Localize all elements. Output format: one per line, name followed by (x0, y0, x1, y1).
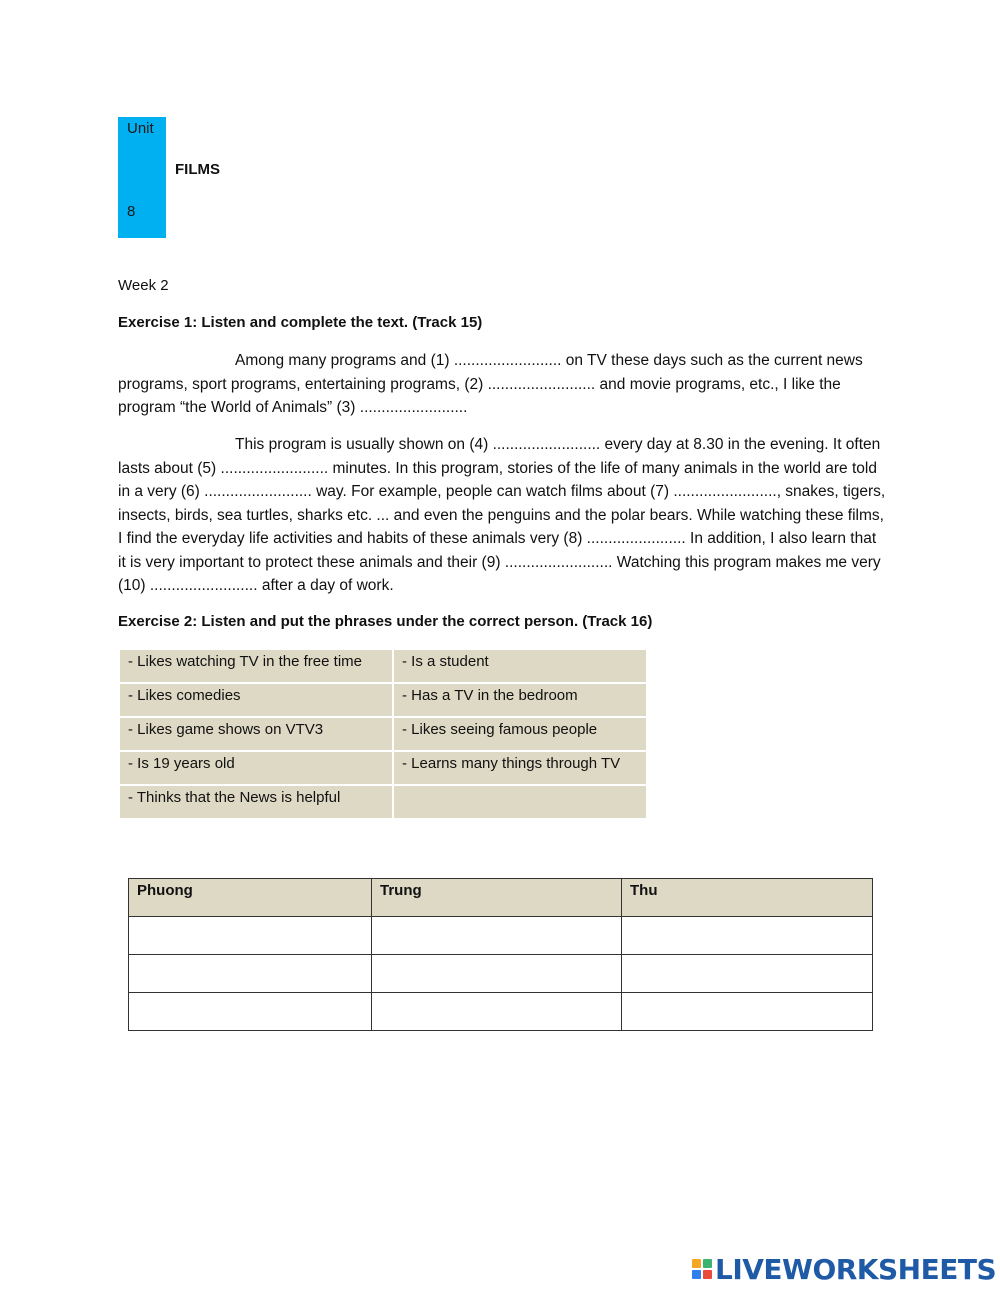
header-thu: Thu (622, 879, 873, 917)
answer-cell-thu[interactable] (622, 993, 873, 1031)
phrase-cell: - Likes comedies (119, 683, 393, 717)
answer-cell-phuong[interactable] (129, 917, 372, 955)
phrase-cell (393, 785, 647, 819)
week-label: Week 2 (118, 277, 169, 294)
phrase-cell: - Learns many things through TV (393, 751, 647, 785)
answer-cell-phuong[interactable] (129, 993, 372, 1031)
answer-cell-thu[interactable] (622, 917, 873, 955)
phrase-cell: - Thinks that the News is helpful (119, 785, 393, 819)
answer-header-row (129, 879, 873, 917)
header-trung: Trung (372, 879, 622, 917)
logo-square (703, 1259, 712, 1268)
table-row (119, 683, 647, 717)
logo-square (703, 1270, 712, 1279)
unit-title: FILMS (175, 161, 220, 178)
answer-cell-trung[interactable] (372, 993, 622, 1031)
logo-text: LIVEWORKSHEETS (715, 1252, 997, 1286)
answer-row (129, 955, 873, 993)
unit-badge (118, 117, 166, 238)
phrase-cell: - Likes seeing famous people (393, 717, 647, 751)
logo-square (692, 1259, 701, 1268)
phrases-table (118, 648, 648, 820)
exercise1-paragraph-2: This program is usually shown on (4) ......................... every day at 8.30 in the evening. It often lasts about (5) ......................... minutes. In this program, stories of the life of many animals in the world are told in a very (6) ......................... way. For example, people can watch films about (7) ........................, snakes, tigers, insects, birds, sea turtles, sharks etc. ... and even the penguins and the polar bears. While watching these films, I find the everyday life activities and habits of these animals very (8) ....................... In addition, I also learn that it is very important to protect these animals and their (9) ......................... Watching this program makes me very (10) ......................... after a day of work. (118, 436, 886, 594)
phrase-cell: - Has a TV in the bedroom (393, 683, 647, 717)
exercise2-title: Exercise 2: Listen and put the phrases under the correct person. (Track 16) (118, 613, 653, 630)
unit-number: 8 (127, 203, 136, 220)
exercise1-title: Exercise 1: Listen and complete the text. (Track 15) (118, 314, 483, 331)
table-row (119, 649, 647, 683)
phrase-cell: - Is 19 years old (119, 751, 393, 785)
header-phuong: Phuong (129, 879, 372, 917)
answer-cell-trung[interactable] (372, 955, 622, 993)
answer-row (129, 917, 873, 955)
answer-cell-trung[interactable] (372, 917, 622, 955)
answer-cell-thu[interactable] (622, 955, 873, 993)
unit-word: Unit (127, 120, 154, 137)
liveworksheets-logo (692, 1254, 996, 1284)
exercise1-paragraph-1: Among many programs and (1) ......................... on TV these days such as the current news programs, sport programs, entertaining programs, (2) ......................... and movie programs, etc., I like the program “the World of Animals” (3) ......................... (118, 352, 863, 416)
answer-row (129, 993, 873, 1031)
answer-cell-phuong[interactable] (129, 955, 372, 993)
table-row (119, 717, 647, 751)
table-row (119, 751, 647, 785)
logo-mark-icon (692, 1259, 712, 1279)
phrase-cell: - Likes watching TV in the free time (119, 649, 393, 683)
phrase-cell: - Is a student (393, 649, 647, 683)
logo-square (692, 1270, 701, 1279)
answer-table (128, 878, 873, 1031)
phrase-cell: - Likes game shows on VTV3 (119, 717, 393, 751)
table-row (119, 785, 647, 819)
